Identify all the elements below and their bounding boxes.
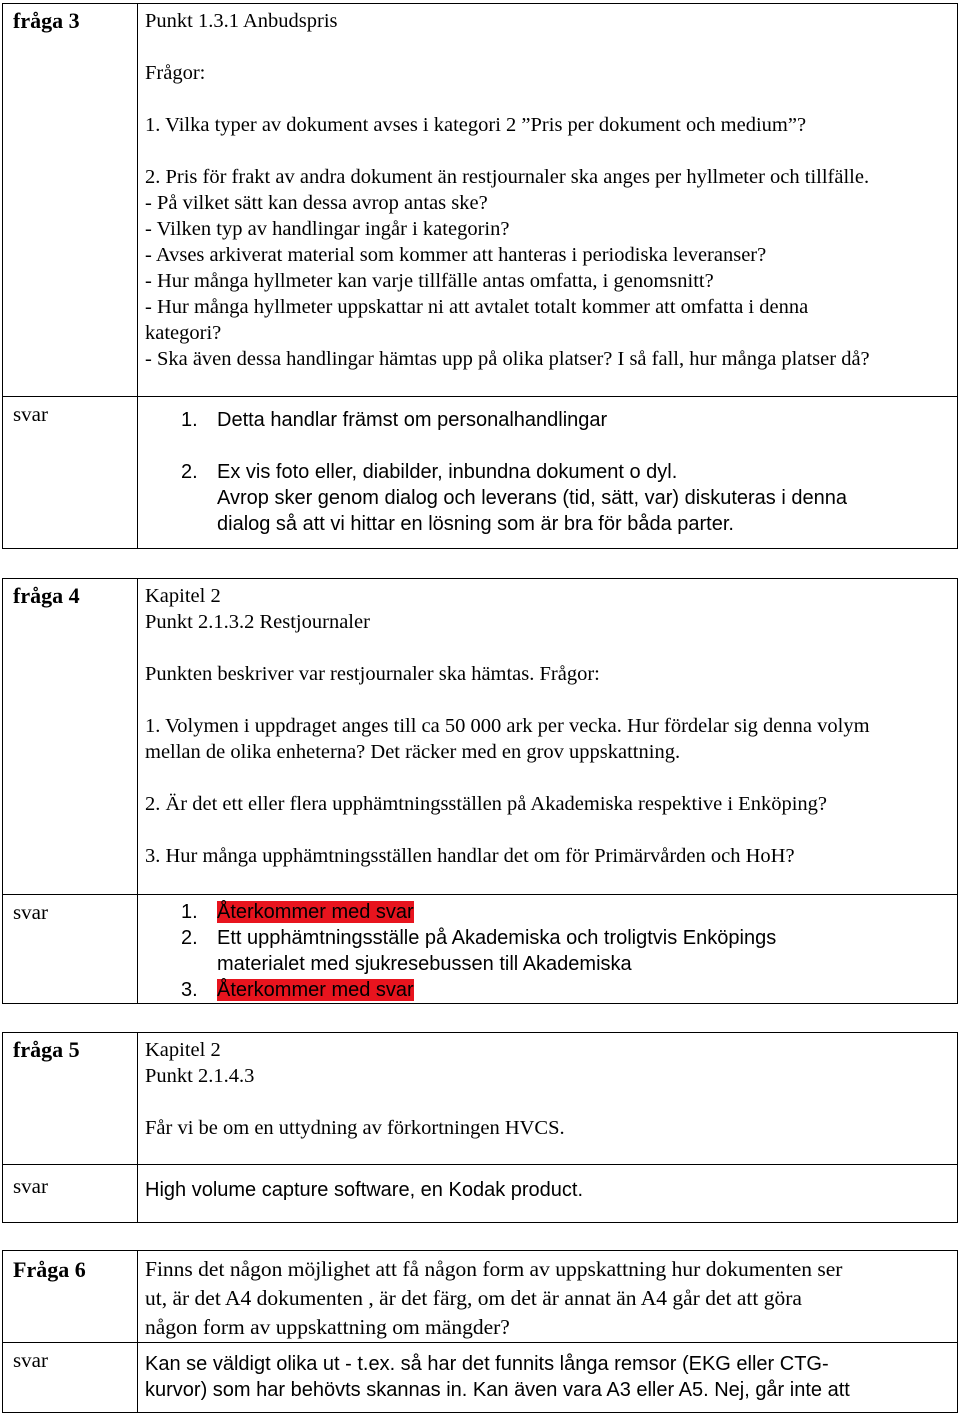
q3-line: - Ska även dessa handlingar hämtas upp på olika platser? I så fall, hur många platser då? [145, 348, 870, 370]
q3-line: - Hur många hyllmeter uppskattar ni att avtalet totalt kommer att omfatta i denna [145, 296, 809, 318]
q4-line: 3. Hur många upphämtningsställen handlar det om för Primärvården och HoH? [145, 845, 795, 867]
q5-line: Punkt 2.1.4.3 [145, 1065, 255, 1087]
q5-line: Kapitel 2 [145, 1039, 221, 1061]
q3-line: Punkt 1.3.1 Anbudspris [145, 10, 338, 32]
answer-item: 2. Ett upphämtningsställe på Akademiska och troligtvis Enköpings [181, 927, 777, 949]
q4-line: 1. Volymen i uppdraget anges till ca 50 000 ark per vecka. Hur fördelar sig denna volym [145, 715, 870, 737]
question-6-answer [138, 1343, 958, 1413]
answer-item: 1. Detta handlar främst om personalhandlingar [181, 409, 608, 431]
answer-item: 1. Återkommer med svar [181, 901, 414, 923]
q4-line: Punkt 2.1.3.2 Restjournaler [145, 611, 370, 633]
q6-line: Finns det någon möjlighet att få någon form av uppskattning hur dokumenten ser [145, 1257, 843, 1281]
question-3-svar-label: svar [3, 397, 138, 549]
q4-line: Punkten beskriver var restjournaler ska hämtas. Frågor: [145, 663, 600, 685]
q4-line: Kapitel 2 [145, 585, 221, 607]
question-4-answer [138, 895, 958, 1004]
answer-line: kurvor) som har behövts skannas in. Kan även vara A3 eller A5. Nej, går inte att [145, 1379, 850, 1401]
question-4-text [138, 579, 958, 895]
question-3-text [138, 4, 958, 397]
answer-list [145, 407, 957, 537]
q3-line: - Hur många hyllmeter kan varje tillfälle antas omfatta, i genomsnitt? [145, 270, 714, 292]
q3-line: 2. Pris för frakt av andra dokument än restjournaler ska anges per hyllmeter och tillfälle. [145, 166, 870, 188]
answer-item: 3. Återkommer med svar [181, 979, 414, 1001]
question-3-label: fråga 3 [3, 4, 138, 397]
q6-line: någon form av uppskattning om mängder? [145, 1315, 510, 1339]
q3-line: Frågor: [145, 62, 206, 84]
answer-item-cont: materialet med sjukresebussen till Akademiska [217, 953, 632, 975]
answer-item-cont: dialog så att vi hittar en lösning som är bra för båda parter. [217, 513, 734, 535]
highlighted-text: Återkommer med svar [217, 979, 414, 1001]
question-4-svar-label: svar [3, 895, 138, 1004]
q3-line: - Vilken typ av handlingar ingår i kategorin? [145, 218, 510, 240]
q3-line: - På vilket sätt kan dessa avrop antas ske? [145, 192, 488, 214]
question-6-label: Fråga 6 [3, 1251, 138, 1343]
question-6-table [2, 1250, 958, 1413]
q5-line: Får vi be om en uttydning av förkortningen HVCS. [145, 1117, 565, 1139]
question-5-table [2, 1032, 958, 1223]
question-6-text [138, 1251, 958, 1343]
question-6-svar-label: svar [3, 1343, 138, 1413]
question-5-svar-label: svar [3, 1165, 138, 1223]
q3-line: kategori? [145, 322, 222, 344]
question-4-label: fråga 4 [3, 579, 138, 895]
question-4-table [2, 578, 958, 1004]
answer-item-cont: Avrop sker genom dialog och leverans (tid, sätt, var) diskuteras i denna [217, 487, 847, 509]
question-3-table [2, 3, 958, 549]
question-5-text [138, 1033, 958, 1165]
q4-line: 2. Är det ett eller flera upphämtningsställen på Akademiska respektive i Enköping? [145, 793, 827, 815]
q6-line: ut, är det A4 dokumenten , är det färg, om det är annat än A4 går det att göra [145, 1286, 802, 1310]
highlighted-text: Återkommer med svar [217, 901, 414, 923]
question-5-label: fråga 5 [3, 1033, 138, 1165]
question-3-answer [138, 397, 958, 549]
question-5-answer [138, 1165, 958, 1223]
answer-line: Kan se väldigt olika ut - t.ex. så har det funnits långa remsor (EKG eller CTG- [145, 1353, 829, 1375]
answer-text: High volume capture software, en Kodak product. [145, 1179, 584, 1201]
answer-item: 2. Ex vis foto eller, diabilder, inbundna dokument o dyl. [181, 461, 678, 483]
answer-list [145, 899, 957, 1003]
q4-line: mellan de olika enheterna? Det räcker med en grov uppskattning. [145, 741, 681, 763]
q3-line: - Avses arkiverat material som kommer att hanteras i periodiska leveranser? [145, 244, 767, 266]
q3-line: 1. Vilka typer av dokument avses i kategori 2 ”Pris per dokument och medium”? [145, 114, 807, 136]
